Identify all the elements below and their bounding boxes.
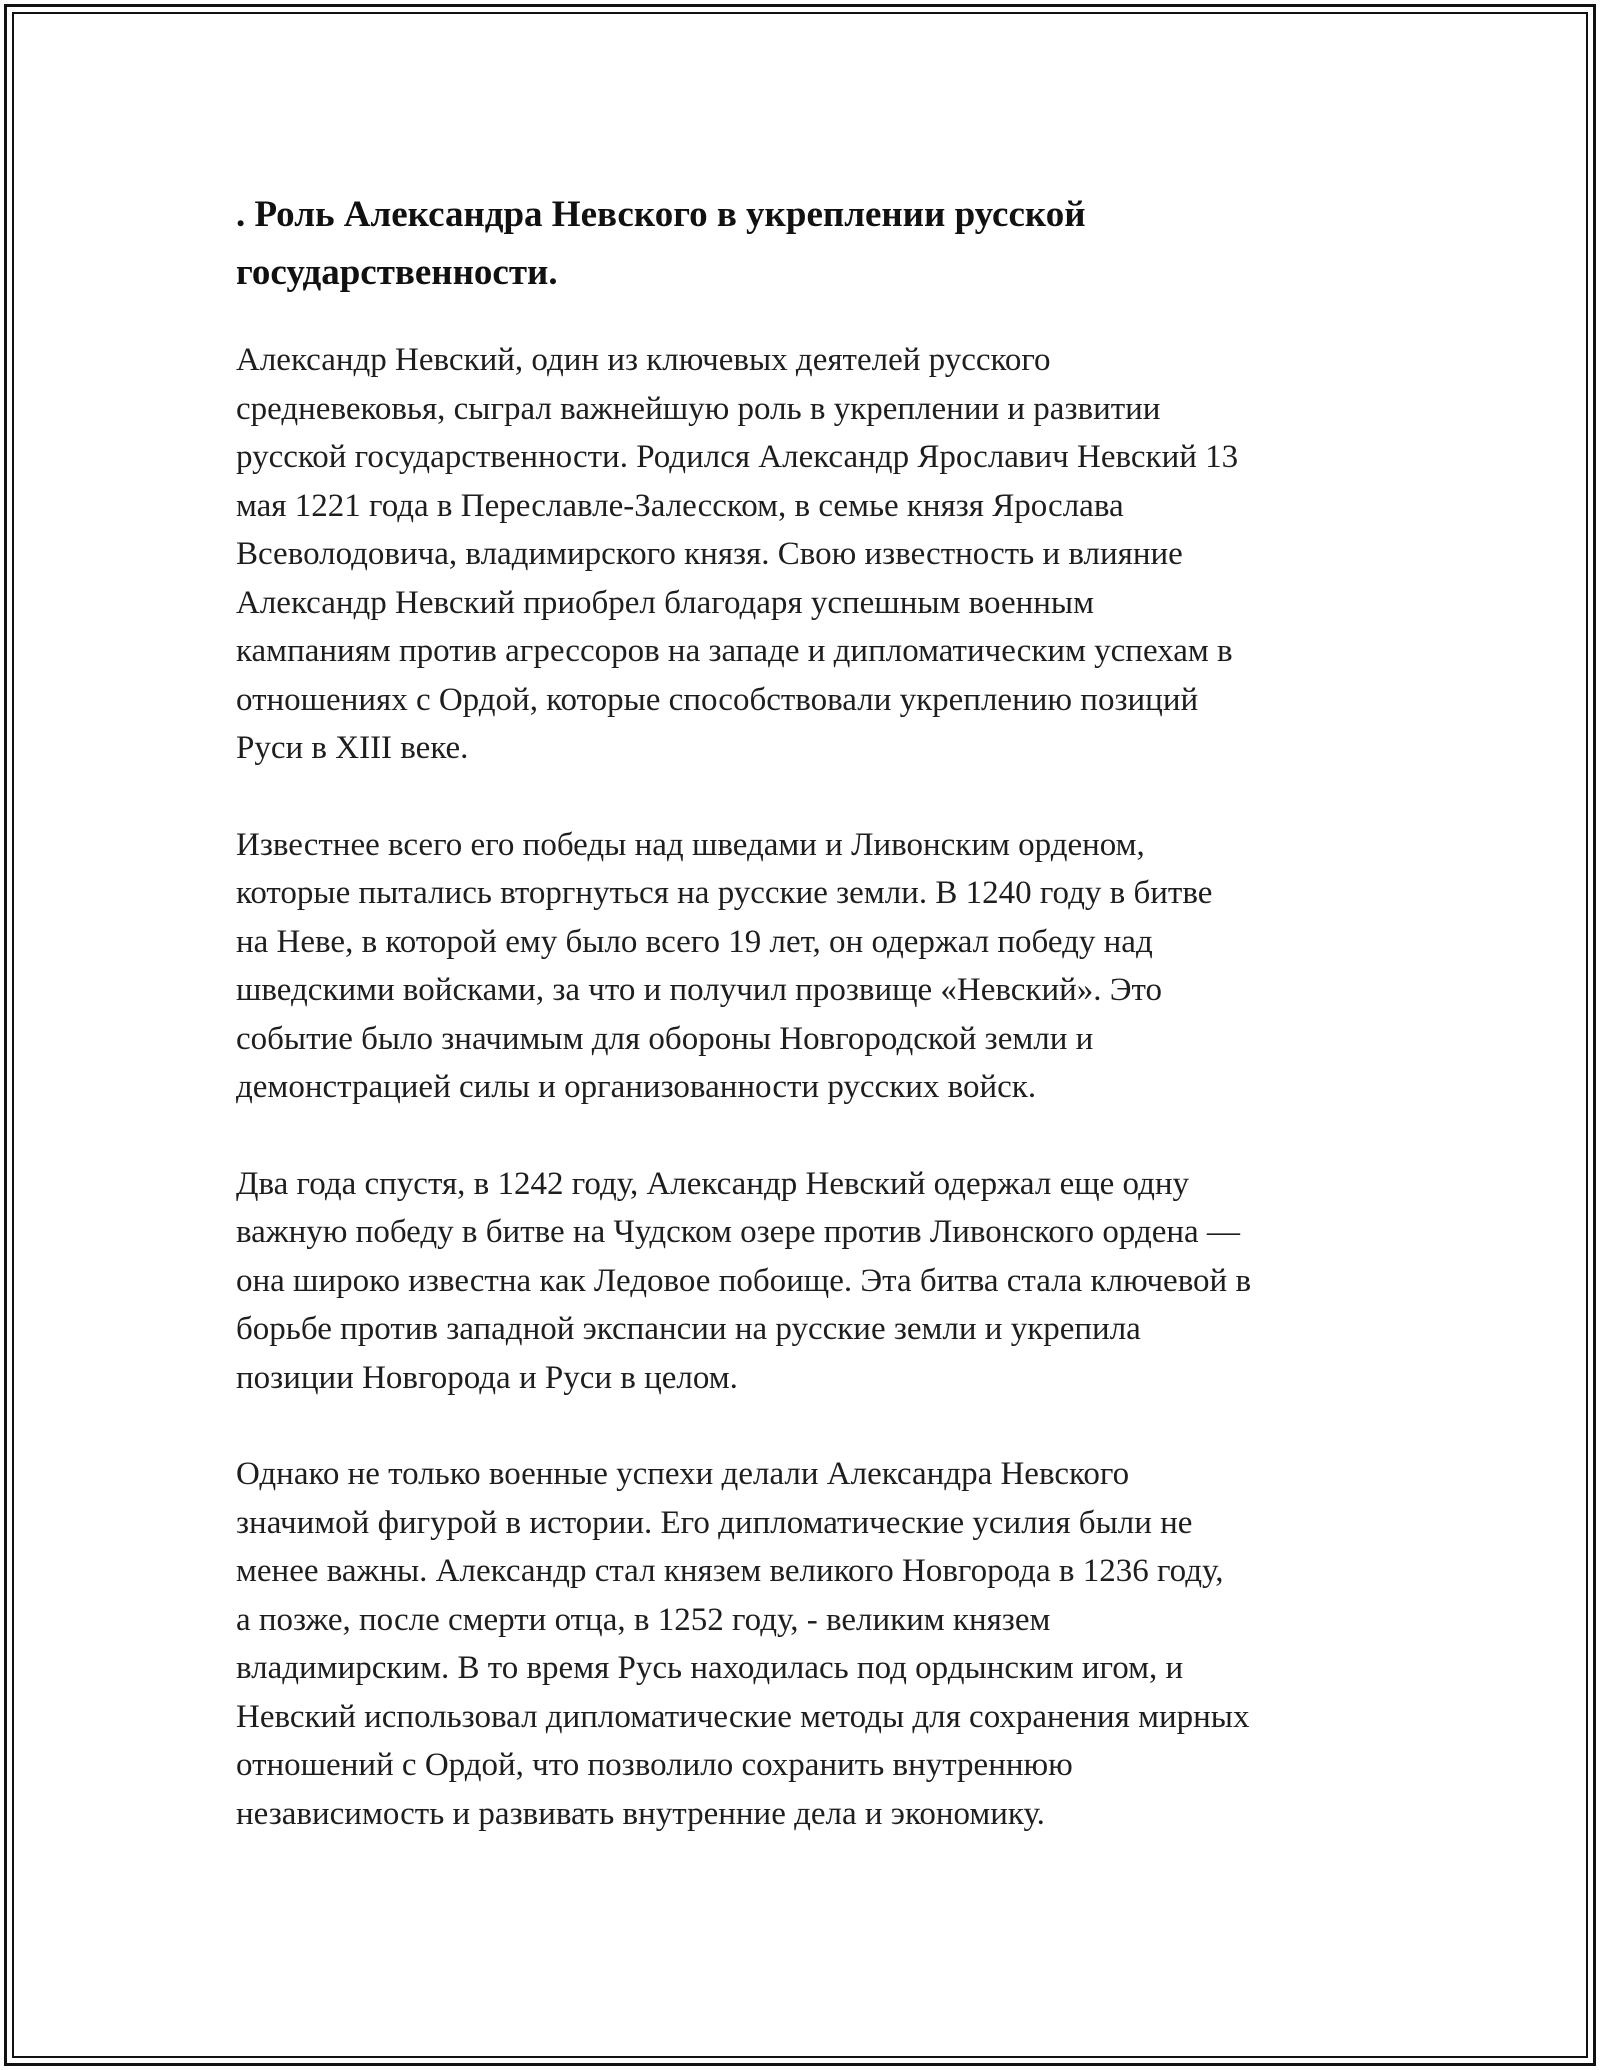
document-body (236, 186, 1376, 1886)
paragraph-diplomacy: Однако не только военные успехи делали Александра Невского значимой фигурой в истории. Его дипломатические усилия были не менее важны. Александр стал князем великого Новгорода в 1236 году, а позже, после смерти отца, в 1252 году, - великим князем владимирским. В то время Русь находилась под ордынским игом, и Невский использовал дипломатические методы для сохранения мирных отношений с Ордой, что позволило сохранить внутреннюю независимость и развивать внутренние дела и экономику. (236, 1456, 1250, 1832)
document-title: . Роль Александра Невского в укреплении русской государственности. (236, 194, 1086, 293)
paragraph-ice-battle: Два года спустя, в 1242 году, Александр Невский одержал еще одну важную победу в битве на Чудском озере против Ливонского ордена — она широко известна как Ледовое побоище. Эта битва стала ключевой в борьбе против западной экспансии на русские земли и укрепила позиции Новгорода и Руси в целом. (236, 1165, 1252, 1396)
paragraph-neva-battle: Известнее всего его победы над шведами и Ливонским орденом, которые пытались вторгнуться на русские земли. В 1240 году в битве на Неве, в которой ему было всего 19 лет, он одержал победу над шведскими войсками, за что и получил прозвище «Невский». Это событие было значимым для обороны Новгородской земли и демонстрацией силы и организованности русских войск. (236, 826, 1213, 1105)
paragraph-biography: Александр Невский, один из ключевых деятелей русского средневековья, сыграл важнейшую роль в укреплении и развитии русской государственности. Родился Александр Ярославич Невский 13 мая 1221 года в Переславле-Залесском, в семье князя Ярослава Всеволодовича, владимирского князя. Свою известность и влияние Александр Невский приобрел благодаря успешным военным кампаниям против агрессоров на западе и дипломатическим успехам в отношениях с Ордой, которые способствовали укреплению позиций Руси в XIII веке. (236, 342, 1239, 766)
